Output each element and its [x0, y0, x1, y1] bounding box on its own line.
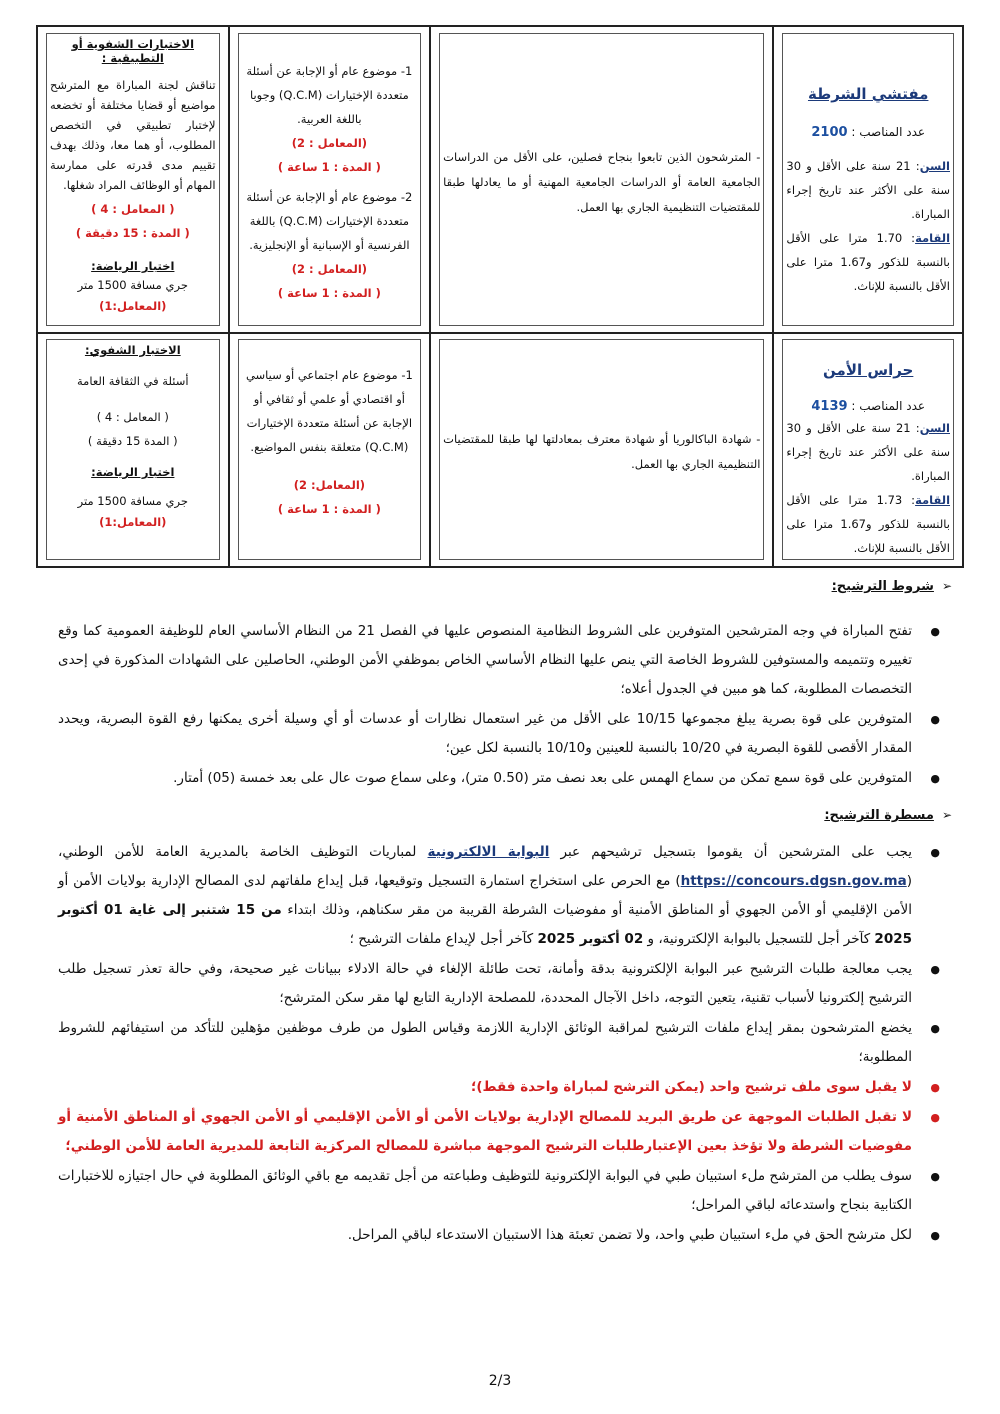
written-exam-1: 1- موضوع عام اجتماعي أو سياسي أو اقتصادي أو علمي أو ثقافي أو الإجابة عن أسئلة متعددة الإختيارات (Q.C.M) متعلقة بنفس المواضيع. (المعامل: 2) ( المدة : 1 ساعة ): [245, 368, 413, 516]
diploma-text: - المترشحون الذين تابعوا بنجاح فصلين، على الأقل من الدراسات الجامعية العامة أو الدراسات الجامعية المهنية أو ما يعادلها طبقا للمقتضيات التنظيمية الجاري بها العمل.: [443, 150, 761, 214]
job-cell: [772, 333, 962, 566]
list-item: ● لا تقبل الطلبات الموجهة عن طريق البريد للمصالح الإدارية بولايات الأمن أو الأمن الإقليمي أو الأمن الجهوي أو المناطق الأمنية أو مفوضيات الشرطة ولا تؤخذ بعين الإعتبارطلبات الترشيح الموجهة مباشرة للمصالح المركزية التابعة للمديرية العامة للأمن الوطني؛: [58, 1103, 940, 1161]
list-item: ● المتوفرين على قوة بصرية يبلغ مجموعها 10/15 على الأقل من غير استعمال نظارات أو عدسات أو أي وسيلة أخرى يمكنها رفع القوة البصرية، ويحدد المقدار الأقصى للقوة البصرية في 10/20 بالنسبة للعينين و10/10 بالنسبة لكل عين؛: [58, 705, 940, 763]
oral-title: الاختبارات الشفوية أو التطبيقية :: [71, 37, 195, 65]
oral-coef: ( المعامل : 4 ): [96, 410, 169, 424]
list-item: ● يجب معالجة طلبات الترشيح عبر البوابة الإلكترونية بدقة وأمانة، تحت طائلة الإلغاء في حالة الادلاء ببيانات غير صحيحة، وفي حالة تعذر تسجيل طلب الترشيح إلكترونيا لأسباب تقنية، يتعين التوجه، داخل الآجال المحددة، للمصلحة الإدارية التابع لها مقر سكن المترشح؛: [58, 955, 940, 1013]
age-requirement: السن: 21 سنة على الأقل و 30 سنة على الأكثر عند تاريخ إجراء المباراة.: [786, 421, 950, 483]
posts-count: عدد المناصب : 2100: [811, 125, 926, 140]
recruitment-table: [36, 25, 964, 568]
age-requirement: السن: 21 سنة على الأقل و 30 سنة على الأكثر عند تاريخ إجراء المباراة.: [786, 159, 950, 221]
oral-duration: ( المدة 15 دقيقة ): [87, 434, 178, 448]
list-item: ● يجب على المترشحين أن يقوموا بتسجيل ترشيحهم عبر البوابة الالكترونية لمباريات التوظيف الخاصة بالمديرية العامة للأمن الوطني، (https://concours.dgsn.gov.ma) مع الحرص على استخراج استمارة التسجيل وتوقيعها، قبل إيداع ملفاتهم لدى المصالح الإدارية بولايات الأمن أو الأمن الإقليمي أو الأمن الجهوي أو المناطق الأمنية أو مفوضيات الشرطة القريبة من مقر سكناهم، وذلك ابتداء من 15 شتنبر إلى غاية 01 أكتوبر 2025 كآخر أجل للتسجيل بالبوابة الإلكترونية، و 02 أكتوبر 2025 كآخر أجل لإيداع ملفات الترشيح ؛: [58, 838, 940, 954]
sport-title: اختبار الرياضة:: [91, 465, 175, 479]
written-exam-2: 2- موضوع عام أو الإجابة عن أسئلة متعددة الإختيارات (Q.C.M) باللغة الفرنسية أو الإسبانية أو الإنجليزية. (المعامل : 2) ( المدة : 1 ساعة ): [246, 190, 413, 300]
table-row: [38, 333, 962, 566]
oral-text: تناقش لجنة المباراة مع المترشح مواضيع أو قضايا مختلفة أو تخضعه لإختبار تطبيقي في التخصص المطلوب، أو هما معا، وذلك بهدف تقييم مدى قدرته على ممارسة المهام أو الوظائف المراد شغلها.: [50, 78, 216, 192]
table-row: [38, 27, 962, 334]
sport-text: جري مسافة 1500 متر: [77, 278, 188, 292]
arrow-bullet-icon: ➢: [941, 579, 952, 593]
list-item: ● تفتح المباراة في وجه المترشحين المتوفرين على الشروط النظامية المنصوص عليها في الفصل 21 من النظام الأساسي العام للوظيفة العمومية كما وقع تغييره وتتميمه والمستوفين للشروط الخاصة التي ينص عليها النظام الأساسي الخاص بموظفي الأمن الوطني، الحاصلين على الشهادات المذكورة في إحدى التخصصات المطلوبة، كما هو مبين في الجدول أعلاه؛: [58, 617, 940, 704]
page-number: 2/3: [488, 1373, 512, 1389]
height-requirement: القامة: 1.70 مترا على الأقل بالنسبة للذكور و1.67 مترا على الأقل بالنسبة للإناث.: [786, 231, 951, 293]
sport-coef: (المعامل:1): [99, 515, 167, 529]
job-title: حراس الأمن: [823, 361, 914, 379]
diploma-cell: [429, 333, 772, 566]
oral-duration: ( المدة : 15 دقيقة ): [75, 226, 190, 240]
portal-link[interactable]: البوابة الالكترونية: [427, 844, 550, 860]
oral-exam-cell: [38, 333, 228, 566]
diploma-text: - شهادة الباكالوريا أو شهادة معترف بمعادلتها لها طبقا للمقتضيات التنظيمية الجاري بها العمل.: [443, 432, 761, 471]
list-item: ● لا يقبل سوى ملف ترشيح واحد (يمكن الترشح لمباراة واحدة فقط)؛: [58, 1073, 940, 1102]
procedure-list: [58, 838, 940, 1251]
oral-coef: ( المعامل : 4 ): [91, 202, 175, 216]
written-exam-cell: [228, 27, 430, 332]
conditions-list: [58, 617, 940, 794]
diploma-cell: [429, 27, 772, 332]
oral-title: الاختبار الشفوي:: [84, 343, 181, 357]
portal-url-link[interactable]: https://concours.dgsn.gov.ma: [680, 873, 907, 889]
written-exam-1: 1- موضوع عام أو الإجابة عن أسئلة متعددة الإختيارات (Q.C.M) وجوبا باللغة العربية. (المعامل : 2) ( المدة : 1 ساعة ): [246, 64, 413, 174]
procedure-heading: ➢مسطرة الترشيح:: [824, 808, 952, 823]
oral-exam-cell: [38, 27, 228, 332]
list-item: ● سوف يطلب من المترشح ملء استبيان طبي في البوابة الإلكترونية للتوظيف وطباعته من أجل تقديمه مع باقي الوثائق المطلوبة في حال اجتيازه للاختبارات الكتابية بنجاح واستدعائه لباقي المراحل؛: [58, 1162, 940, 1220]
written-exam-cell: [228, 333, 430, 566]
arrow-bullet-icon: ➢: [941, 808, 952, 822]
sport-title: اختبار الرياضة:: [91, 259, 175, 273]
conditions-heading: ➢شروط الترشيح:: [831, 579, 952, 594]
job-cell: [772, 27, 962, 332]
job-title: مفتشي الشرطة: [807, 85, 929, 103]
list-item: ● المتوفرين على قوة سمع تمكن من سماع الهمس على بعد نصف متر (0.50 متر)، وعلى سماع صوت عال على بعد خمسة (05) أمتار.: [58, 764, 940, 793]
list-item: ● يخضع المترشحون بمقر إيداع ملفات الترشيح لمراقبة الوثائق الإدارية اللازمة وقياس الطول من طرف موظفين مؤهلين للتأكد من استيفائهم للشروط المطلوبة؛: [58, 1014, 940, 1072]
sport-text: جري مسافة 1500 متر: [77, 494, 188, 508]
sport-coef: (المعامل:1): [99, 299, 167, 313]
list-item: ● لكل مترشح الحق في ملء استبيان طبي واحد، ولا تضمن تعبئة هذا الاستبيان الاستدعاء لباقي المراحل.: [58, 1221, 940, 1250]
posts-count: عدد المناصب : 4139: [811, 399, 926, 414]
height-requirement: القامة: 1.73 مترا على الأقل بالنسبة للذكور و1.67 مترا على الأقل بالنسبة للإناث.: [786, 493, 951, 555]
oral-text: أسئلة في الثقافة العامة: [77, 374, 189, 388]
